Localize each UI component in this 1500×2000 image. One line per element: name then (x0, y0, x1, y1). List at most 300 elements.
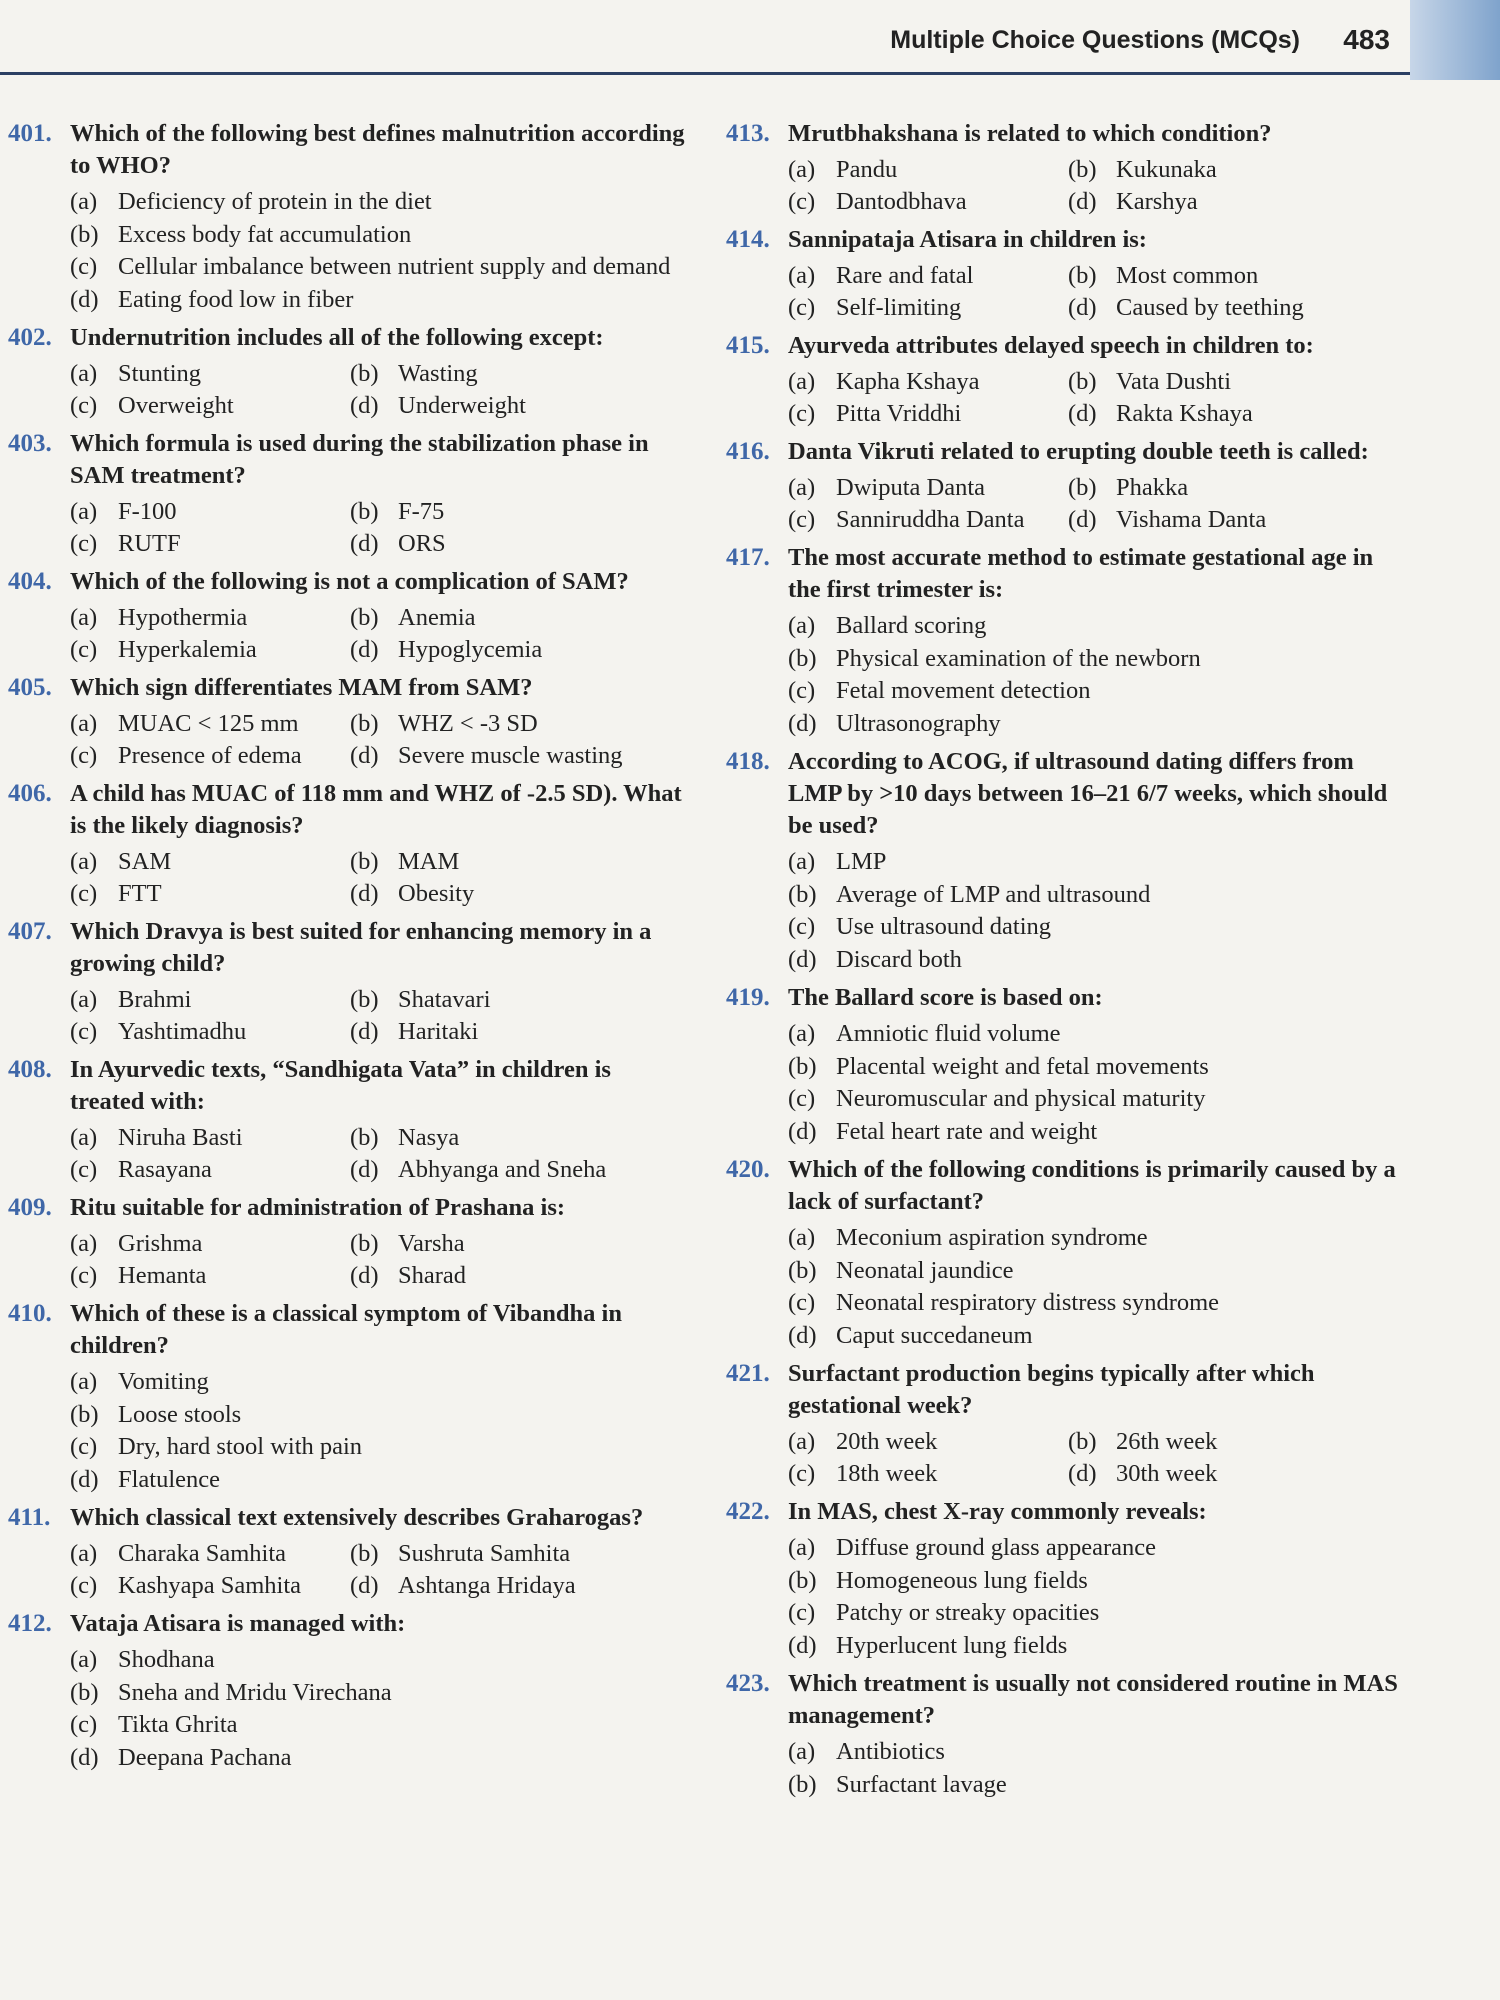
question-item (726, 1496, 1406, 1662)
option-label: (b) (788, 1566, 817, 1594)
answer-option[interactable] (70, 846, 350, 878)
option-text: Hypothermia (118, 604, 248, 631)
question-number: 403. (8, 430, 52, 457)
option-text: Hyperlucent lung fields (836, 1631, 1068, 1659)
option-label: (b) (70, 1400, 99, 1428)
option-label: (b) (350, 710, 379, 737)
answer-option[interactable] (350, 1122, 688, 1154)
header-color-tab (1410, 0, 1500, 80)
option-text: Pitta Vriddhi (836, 400, 962, 427)
option-label: (c) (788, 677, 816, 704)
answer-option[interactable] (350, 1260, 688, 1292)
answer-option[interactable] (70, 284, 688, 317)
option-text: Eating food low in fiber (118, 285, 354, 313)
question-number: 419. (726, 984, 770, 1011)
option-label: (d) (788, 709, 817, 737)
option-label: (c) (788, 1460, 816, 1487)
question-number: 406. (8, 780, 52, 807)
question-text: In MAS, chest X-ray commonly reveals: (788, 1498, 1207, 1525)
answer-option[interactable] (788, 944, 1406, 977)
option-label: (d) (350, 1018, 379, 1045)
answer-option[interactable] (350, 390, 688, 422)
option-text: Niruha Basti (118, 1124, 243, 1151)
question-item (8, 428, 688, 560)
option-list (788, 472, 1406, 536)
option-label: (a) (788, 1534, 816, 1561)
option-label: (d) (1068, 188, 1097, 215)
answer-option[interactable] (70, 1570, 350, 1602)
answer-option[interactable] (350, 1570, 688, 1602)
answer-option[interactable] (350, 1016, 688, 1048)
option-text: Rare and fatal (836, 262, 974, 289)
option-list (70, 496, 688, 560)
answer-option[interactable] (1068, 292, 1406, 324)
question-text: Sannipataja Atisara in children is: (788, 226, 1147, 253)
option-text: Patchy or streaky opacities (836, 1599, 1100, 1626)
question-header (8, 778, 688, 842)
question-header (8, 322, 688, 354)
option-list (788, 1222, 1406, 1352)
question-text: In Ayurvedic texts, “Sandhigata Vata” in children is treated with: (70, 1056, 611, 1115)
option-text: Self-limiting (836, 294, 962, 321)
answer-option[interactable] (788, 1532, 1406, 1565)
question-number: 418. (726, 748, 770, 775)
answer-option[interactable] (350, 740, 688, 772)
option-label: (a) (788, 262, 816, 289)
answer-option[interactable] (70, 1228, 350, 1260)
question-text: Which of the following is not a complication of SAM? (70, 568, 629, 595)
option-label: (b) (1068, 262, 1097, 289)
option-label: (b) (350, 498, 379, 525)
answer-option[interactable] (70, 1742, 688, 1775)
option-text: 26th week (1116, 1428, 1218, 1455)
question-header (726, 542, 1406, 606)
answer-option[interactable] (350, 1538, 688, 1570)
option-text: Fetal heart rate and weight (836, 1117, 1098, 1145)
option-text: Ultrasonography (836, 709, 1001, 737)
option-label: (b) (350, 1124, 379, 1151)
answer-option[interactable] (788, 1426, 1068, 1458)
answer-option[interactable] (70, 1260, 350, 1292)
answer-option[interactable] (788, 1630, 1406, 1663)
question-number: 414. (726, 226, 770, 253)
running-title: Multiple Choice Questions (MCQs) (890, 26, 1300, 54)
option-text: Use ultrasound dating (836, 913, 1052, 940)
option-text: MUAC < 125 mm (118, 710, 299, 737)
option-label: (d) (1068, 1460, 1097, 1487)
question-header (726, 746, 1406, 842)
answer-option[interactable] (788, 260, 1068, 292)
option-text: Shatavari (398, 986, 491, 1013)
option-text: Meconium aspiration syndrome (836, 1224, 1148, 1251)
answer-option[interactable] (350, 984, 688, 1016)
answer-option[interactable] (70, 186, 688, 219)
question-item (8, 1608, 688, 1774)
option-label: (a) (70, 604, 98, 631)
option-text: RUTF (118, 530, 181, 557)
answer-option[interactable] (70, 528, 350, 560)
answer-option[interactable] (788, 1018, 1406, 1051)
question-text: According to ACOG, if ultrasound dating differs from LMP by >10 days between 16–21 6/7 weeks, which should be used? (788, 748, 1388, 839)
option-text: Diffuse ground glass appearance (836, 1534, 1156, 1561)
option-label: (c) (788, 294, 816, 321)
option-label: (d) (1068, 294, 1097, 321)
answer-option[interactable] (1068, 154, 1406, 186)
answer-option[interactable] (788, 1736, 1406, 1769)
option-text: Grishma (118, 1230, 203, 1257)
question-number: 401. (8, 120, 52, 147)
question-item (726, 330, 1406, 430)
answer-option[interactable] (788, 1769, 1406, 1802)
question-item (726, 224, 1406, 324)
question-header (726, 224, 1406, 256)
option-text: ORS (398, 530, 446, 557)
answer-option[interactable] (788, 911, 1406, 944)
option-text: F-75 (398, 498, 445, 525)
option-label: (b) (788, 880, 817, 908)
option-label: (d) (788, 1631, 817, 1659)
option-label: (b) (350, 848, 379, 875)
answer-option[interactable] (788, 366, 1068, 398)
option-text: Ballard scoring (836, 612, 987, 639)
answer-option[interactable] (350, 496, 688, 528)
question-number: 407. (8, 918, 52, 945)
answer-option[interactable] (70, 634, 350, 666)
option-text: Vomiting (118, 1368, 209, 1395)
answer-option[interactable] (788, 1458, 1068, 1490)
option-text: Severe muscle wasting (398, 742, 623, 769)
option-text: Dry, hard stool with pain (118, 1433, 363, 1460)
option-list (70, 358, 688, 422)
option-label: (a) (70, 498, 98, 525)
answer-option[interactable] (350, 846, 688, 878)
question-number: 404. (8, 568, 52, 595)
option-label: (a) (70, 1540, 98, 1567)
answer-option[interactable] (788, 846, 1406, 879)
option-text: Karshya (1116, 188, 1198, 215)
question-item (8, 322, 688, 422)
left-column (8, 118, 688, 1780)
question-text: Danta Vikruti related to erupting double teeth is called: (788, 438, 1369, 465)
answer-option[interactable] (70, 1644, 688, 1677)
answer-option[interactable] (788, 154, 1068, 186)
answer-option[interactable] (1068, 398, 1406, 430)
option-label: (b) (350, 604, 379, 631)
option-list (788, 260, 1406, 324)
answer-option[interactable] (788, 610, 1406, 643)
answer-option[interactable] (70, 1709, 688, 1742)
answer-option[interactable] (350, 1154, 688, 1186)
answer-option[interactable] (350, 708, 688, 740)
answer-option[interactable] (70, 1464, 688, 1497)
option-label: (a) (788, 1428, 816, 1455)
option-text: Rasayana (118, 1156, 212, 1183)
question-item (726, 1358, 1406, 1490)
option-text: Caput succedaneum (836, 1321, 1033, 1349)
question-item (726, 982, 1406, 1148)
option-label: (d) (350, 392, 379, 419)
answer-option[interactable] (788, 398, 1068, 430)
question-item (726, 542, 1406, 740)
question-number: 402. (8, 324, 52, 351)
option-text: MAM (398, 848, 460, 875)
option-list (788, 366, 1406, 430)
option-text: Underweight (398, 392, 526, 419)
option-label: (d) (350, 636, 379, 663)
option-text: Homogeneous lung fields (836, 1566, 1088, 1594)
question-header (726, 1668, 1406, 1732)
option-text: Shodhana (118, 1646, 215, 1673)
question-item (726, 436, 1406, 536)
answer-option[interactable] (350, 602, 688, 634)
question-item (8, 916, 688, 1048)
answer-option[interactable] (350, 1228, 688, 1260)
option-label: (a) (788, 1020, 816, 1047)
option-text: Loose stools (118, 1400, 242, 1428)
option-label: (d) (350, 1572, 379, 1599)
question-item (8, 1502, 688, 1602)
option-label: (c) (788, 1599, 816, 1626)
option-list (70, 1122, 688, 1186)
option-label: (c) (70, 392, 98, 419)
answer-option[interactable] (70, 1538, 350, 1570)
option-list (70, 984, 688, 1048)
question-item (726, 118, 1406, 218)
answer-option[interactable] (70, 1154, 350, 1186)
answer-option[interactable] (788, 504, 1068, 536)
option-list (70, 1644, 688, 1774)
answer-option[interactable] (1068, 366, 1406, 398)
option-text: 20th week (836, 1428, 938, 1455)
option-text: Discard both (836, 945, 962, 973)
option-text: SAM (118, 848, 172, 875)
option-text: Fetal movement detection (836, 677, 1091, 704)
question-header (726, 1358, 1406, 1422)
question-item (8, 566, 688, 666)
question-text: The Ballard score is based on: (788, 984, 1103, 1011)
question-header (8, 672, 688, 704)
option-label: (d) (350, 1156, 379, 1183)
option-text: Haritaki (398, 1018, 479, 1045)
option-text: Hyperkalemia (118, 636, 257, 663)
answer-option[interactable] (70, 1122, 350, 1154)
option-label: (c) (70, 742, 98, 769)
question-number: 423. (726, 1670, 770, 1697)
question-number: 420. (726, 1156, 770, 1183)
option-label: (b) (350, 986, 379, 1013)
answer-option[interactable] (788, 1597, 1406, 1630)
question-text: Ritu suitable for administration of Prashana is: (70, 1194, 566, 1221)
option-list (788, 1532, 1406, 1662)
answer-option[interactable] (788, 1116, 1406, 1149)
question-item (726, 1668, 1406, 1801)
option-text: Presence of edema (118, 742, 302, 769)
option-text: Rakta Kshaya (1116, 400, 1253, 427)
option-label: (d) (70, 1743, 99, 1771)
answer-option[interactable] (70, 708, 350, 740)
question-item (8, 778, 688, 910)
option-label: (a) (70, 986, 98, 1013)
question-item (8, 1298, 688, 1496)
option-text: Neuromuscular and physical maturity (836, 1085, 1206, 1112)
option-text: Tikta Ghrita (118, 1711, 238, 1738)
option-text: Overweight (118, 392, 234, 419)
answer-option[interactable] (1068, 186, 1406, 218)
option-text: Hypoglycemia (398, 636, 543, 663)
option-label: (a) (788, 368, 816, 395)
answer-option[interactable] (788, 1083, 1406, 1116)
option-text: Kapha Kshaya (836, 368, 980, 395)
question-number: 422. (726, 1498, 770, 1525)
answer-option[interactable] (70, 878, 350, 910)
answer-option[interactable] (788, 472, 1068, 504)
option-text: Average of LMP and ultrasound (836, 880, 1151, 908)
option-label: (c) (70, 880, 98, 907)
question-item (8, 672, 688, 772)
answer-option[interactable] (70, 1399, 688, 1432)
answer-option[interactable] (1068, 504, 1406, 536)
question-text: A child has MUAC of 118 mm and WHZ of -2.5 SD). What is the likely diagnosis? (70, 780, 682, 839)
option-text: Antibiotics (836, 1738, 945, 1765)
option-text: Phakka (1116, 474, 1189, 501)
question-item (8, 1054, 688, 1186)
answer-option[interactable] (70, 390, 350, 422)
answer-option[interactable] (70, 251, 688, 284)
answer-option[interactable] (788, 675, 1406, 708)
page-number: 483 (1343, 24, 1390, 55)
option-label: (c) (788, 1289, 816, 1316)
question-header (726, 1496, 1406, 1528)
answer-option[interactable] (70, 1677, 688, 1710)
option-label: (a) (70, 188, 98, 215)
option-label: (a) (70, 360, 98, 387)
answer-option[interactable] (350, 878, 688, 910)
option-label: (c) (788, 506, 816, 533)
option-label: (b) (788, 1770, 817, 1798)
answer-option[interactable] (788, 1565, 1406, 1598)
answer-option[interactable] (788, 186, 1068, 218)
question-text: Undernutrition includes all of the following except: (70, 324, 604, 351)
option-label: (c) (788, 913, 816, 940)
option-text: Neonatal respiratory distress syndrome (836, 1289, 1220, 1316)
header-rule (0, 72, 1410, 75)
answer-option[interactable] (70, 602, 350, 634)
option-label: (b) (70, 1678, 99, 1706)
option-label: (c) (70, 1572, 98, 1599)
option-label: (b) (1068, 156, 1097, 183)
option-label: (a) (70, 848, 98, 875)
option-text: Deficiency of protein in the diet (118, 188, 432, 215)
option-label: (d) (788, 1321, 817, 1349)
answer-option[interactable] (788, 1051, 1406, 1084)
answer-option[interactable] (1068, 1458, 1406, 1490)
answer-option[interactable] (788, 708, 1406, 741)
option-list (70, 846, 688, 910)
option-text: Sharad (398, 1262, 467, 1289)
option-text: 30th week (1116, 1460, 1218, 1487)
question-text: Which of the following best defines malnutrition according to WHO? (70, 120, 685, 179)
answer-option[interactable] (788, 643, 1406, 676)
option-label: (c) (788, 188, 816, 215)
option-label: (a) (70, 1230, 98, 1257)
option-label: (b) (1068, 368, 1097, 395)
answer-option[interactable] (350, 634, 688, 666)
option-label: (c) (70, 1711, 98, 1738)
option-text: F-100 (118, 498, 177, 525)
option-label: (d) (350, 1262, 379, 1289)
answer-option[interactable] (788, 1222, 1406, 1255)
answer-option[interactable] (350, 358, 688, 390)
option-text: Obesity (398, 880, 475, 907)
answer-option[interactable] (70, 740, 350, 772)
question-text: Which of the following conditions is primarily caused by a lack of surfactant? (788, 1156, 1396, 1215)
answer-option[interactable] (70, 496, 350, 528)
question-header (8, 1192, 688, 1224)
question-header (726, 982, 1406, 1014)
question-text: Which treatment is usually not considered routine in MAS management? (788, 1670, 1398, 1729)
option-list (788, 1018, 1406, 1148)
question-text: Which of these is a classical symptom of Vibandha in children? (70, 1300, 622, 1359)
option-label: (d) (70, 285, 99, 313)
option-text: Sushruta Samhita (398, 1540, 571, 1567)
question-header (8, 1608, 688, 1640)
answer-option[interactable] (788, 879, 1406, 912)
option-text: Caused by teething (1116, 294, 1304, 321)
answer-option[interactable] (350, 528, 688, 560)
answer-option[interactable] (788, 1287, 1406, 1320)
answer-option[interactable] (788, 1320, 1406, 1353)
question-number: 415. (726, 332, 770, 359)
option-text: Dwiputa Danta (836, 474, 985, 501)
option-label: (a) (788, 474, 816, 501)
option-label: (a) (788, 612, 816, 639)
answer-option[interactable] (70, 1431, 688, 1464)
option-label: (d) (350, 530, 379, 557)
question-number: 409. (8, 1194, 52, 1221)
option-text: Kashyapa Samhita (118, 1572, 302, 1599)
option-list (70, 1538, 688, 1602)
question-text: Which classical text extensively describes Graharogas? (70, 1504, 644, 1531)
option-label: (a) (70, 710, 98, 737)
answer-option[interactable] (788, 1255, 1406, 1288)
answer-option[interactable] (1068, 1426, 1406, 1458)
option-label: (c) (70, 636, 98, 663)
question-text: Which sign differentiates MAM from SAM? (70, 674, 533, 701)
option-text: Flatulence (118, 1465, 221, 1493)
option-text: Kukunaka (1116, 156, 1217, 183)
answer-option[interactable] (1068, 260, 1406, 292)
option-text: LMP (836, 848, 887, 875)
answer-option[interactable] (1068, 472, 1406, 504)
option-label: (b) (70, 220, 99, 248)
answer-option[interactable] (70, 1016, 350, 1048)
answer-option[interactable] (70, 984, 350, 1016)
answer-option[interactable] (70, 1366, 688, 1399)
option-label: (b) (350, 360, 379, 387)
option-text: Nasya (398, 1124, 460, 1151)
option-text: Cellular imbalance between nutrient supply and demand (118, 253, 671, 280)
question-item (8, 1192, 688, 1292)
option-label: (a) (70, 1124, 98, 1151)
option-text: Dantodbhava (836, 188, 967, 215)
answer-option[interactable] (788, 292, 1068, 324)
option-text: FTT (118, 880, 162, 907)
question-header (8, 118, 688, 182)
answer-option[interactable] (70, 358, 350, 390)
answer-option[interactable] (70, 219, 688, 252)
question-header (726, 1154, 1406, 1218)
right-column (726, 118, 1406, 1807)
